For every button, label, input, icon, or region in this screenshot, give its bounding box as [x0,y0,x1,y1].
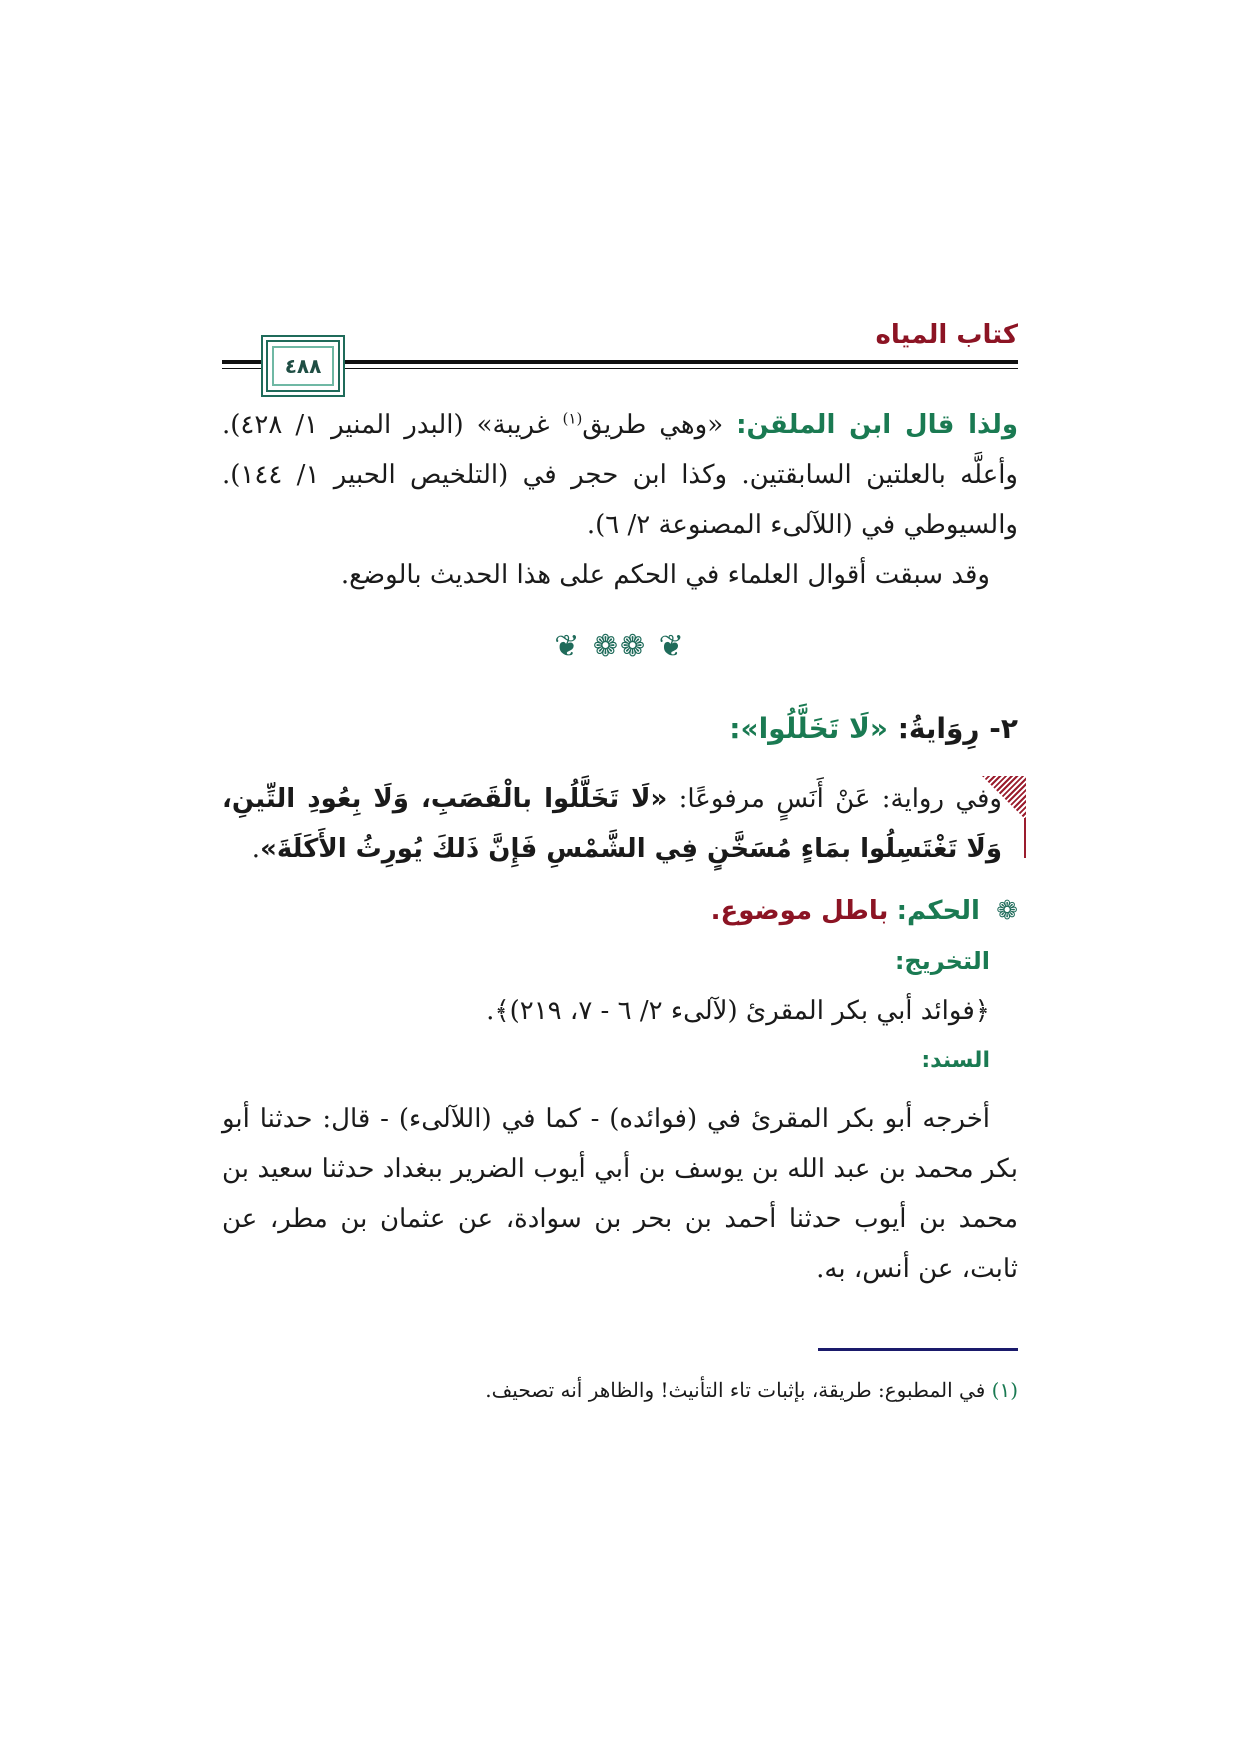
hadith-text: «لَا تَخَلَّلُوا بالْقَصَبِ، وَلَا بِعُودِ التِّينِ، وَلَا تَغْتَسِلُوا بمَاءٍ مُسَخَّنٍ فِي الشَّمْسِ فَإِنَّ ذَلكَ يُورِثُ الأَكَلَةَ» [222,784,1002,864]
riwaya-paragraph [222,774,1002,874]
sanad-heading: السند: [921,1048,990,1073]
page-number: ٤٨٨ [272,346,334,386]
page-header [222,300,1018,382]
riwaya-intro: وفي رواية: عَنْ أَنَسٍ مرفوعًا: [667,784,1002,814]
header-rule-thick [222,360,1018,364]
footnote-rule [818,1348,1018,1351]
footnote [222,1372,1018,1408]
page-body [222,400,1018,1294]
flower-icon: ❁ [996,896,1018,926]
riwaya-block [222,774,1018,874]
hukm-value: باطل موضوع. [710,896,889,926]
intro-second-paragraph: وقد سبقت أقوال العلماء في الحكم على هذا الحديث بالوضع. [340,560,990,590]
takhrij-text: ﴿فوائد أبي بكر المقرئ (لآلىء ٢/ ٦ - ٧، ٢١٩)﴾. [486,996,990,1026]
header-rule-thin [222,368,1018,369]
section-title-quote: «لَا تَخَلَّلُوا»: [729,712,888,745]
footnote-text: في المطبوع: طريقة، بإثبات تاء التأنيث! والظاهر أنه تصحيف. [485,1378,992,1402]
section-ornament: ❦ ❁❁ ❦ [554,629,686,664]
book-page [222,300,1018,1600]
section-title-prefix: رِوَايةُ: [897,712,980,745]
footnote-marker[interactable]: (١) [562,409,583,428]
sanad-text: أخرجه أبو بكر المقرئ في (فوائده) - كما في (اللآلىء) - قال: حدثنا أبو بكر محمد بن عبد الله بن يوسف بن أبي أيوب الضرير ببغداد حدثنا سعيد بن محمد بن أيوب حدثنا أحمد بن بحر بن سوادة، عن عثمان بن مطر، عن ثابت، عن أنس، به. [222,1104,1018,1284]
section-title [222,704,1018,754]
page-number-badge [266,340,340,392]
intro-paragraph [222,400,1018,550]
intro-label: ولذا قال ابن الملقن: [736,410,1019,440]
footnote-number: (١) [991,1378,1018,1402]
intro-quote-start: «وهي طريق [582,410,724,440]
book-title: كتاب المياه [875,320,1018,350]
hukm-line [222,886,1018,936]
intro-quote-end: غريبة» (البدر المنير ١/ ٤٢٨). وأعلَّه بالعلتين السابقتين. وكذا ابن حجر في (التلخيص الحبير ١/ ١٤٤). والسيوطي في (اللآلىء المصنوعة ٢/ ٦). [222,410,1018,540]
takhrij-heading: التخريج: [894,947,990,975]
corner-bar [1024,818,1026,858]
hukm-label: الحكم: [896,896,980,926]
riwaya-end: . [251,834,261,864]
section-number: ٢- [989,712,1018,745]
